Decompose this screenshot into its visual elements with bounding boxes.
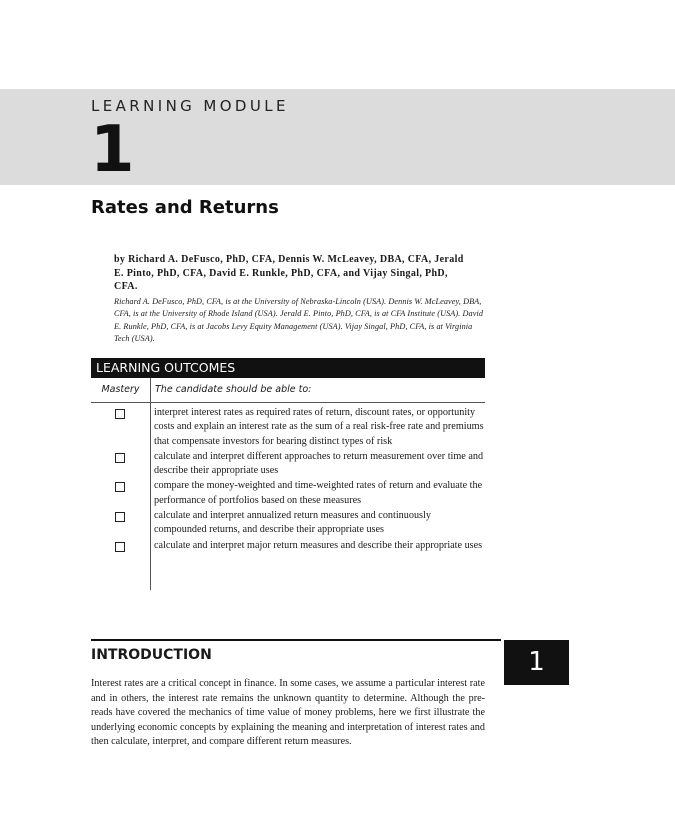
outcome-row bbox=[91, 450, 485, 479]
module-number: 1 bbox=[90, 113, 135, 187]
intro-paragraph: Interest rates are a critical concept in finance. In some cases, we assume a particular interest rate and in others, the interest rate remains the unknown quantity to determine. Although the pre-reads have covered the mechanics of time value of money problems, here we first illustrate the underlying economic concepts by explaining the meaning and interpretation of interest rates and then calculate, interpret, and compare different return measures. bbox=[91, 678, 485, 747]
outcome-text: interpret interest rates as required rates of return, discount rates, or opportunity costs and explain an interest rate as the sum of a real risk-free rate and premiums that compensate investors for bearing distinct types of risk bbox=[154, 407, 484, 447]
reading-title: Rates and Returns bbox=[91, 197, 279, 218]
mastery-checkbox[interactable] bbox=[115, 542, 125, 552]
outcome-text: calculate and interpret annualized return measures and continuously compounded returns, and describe their appropriate uses bbox=[154, 510, 431, 536]
outcome-text: compare the money-weighted and time-weighted rates of return and evaluate the performance of portfolios based on these measures bbox=[154, 480, 483, 506]
table-column-header bbox=[91, 378, 485, 403]
mastery-checkbox[interactable] bbox=[115, 482, 125, 492]
candidate-column-label: The candidate should be able to: bbox=[155, 384, 312, 395]
section-title: INTRODUCTION bbox=[91, 647, 212, 663]
outcome-row bbox=[91, 509, 485, 538]
outcome-text: calculate and interpret different approaches to return measurement over time and describe their appropriate uses bbox=[154, 450, 484, 477]
outcome-row bbox=[91, 406, 485, 449]
section-number-badge: 1 bbox=[504, 640, 569, 685]
section-rule bbox=[91, 639, 501, 641]
outcome-row bbox=[91, 479, 485, 508]
mastery-checkbox[interactable] bbox=[115, 453, 125, 463]
module-label: LEARNING MODULE bbox=[91, 97, 289, 115]
mastery-checkbox[interactable] bbox=[115, 512, 125, 522]
mastery-checkbox[interactable] bbox=[115, 409, 125, 419]
mastery-column-label: Mastery bbox=[101, 384, 140, 395]
outcome-text: calculate and interpret major return measures and describe their appropriate uses bbox=[154, 539, 483, 551]
author-list: by Richard A. DeFusco, PhD, CFA, Dennis W. McLeavey, DBA, CFA, Jerald E. Pinto, PhD, CFA, David E. Runkle, PhD, CFA, and Vijay Singal, PhD, CFA. bbox=[114, 254, 464, 292]
outcome-row bbox=[91, 539, 485, 553]
learning-outcomes-header: LEARNING OUTCOMES bbox=[91, 358, 485, 378]
author-affiliations: Richard A. DeFusco, PhD, CFA, is at the University of Nebraska-Lincoln (USA). Dennis W. McLeavey, DBA, CFA, is at the University of Rhode Island (USA). Jerald E. Pinto, PhD, CFA, is at CFA Institute (USA). David E. Runkle, PhD, CFA, is at Jacobs Levy Equity Management (USA). Vijay Singal, PhD, CFA, is at Virginia Tech (USA). bbox=[114, 297, 484, 343]
learning-outcomes-table bbox=[91, 378, 485, 554]
outcome-list bbox=[91, 403, 485, 553]
